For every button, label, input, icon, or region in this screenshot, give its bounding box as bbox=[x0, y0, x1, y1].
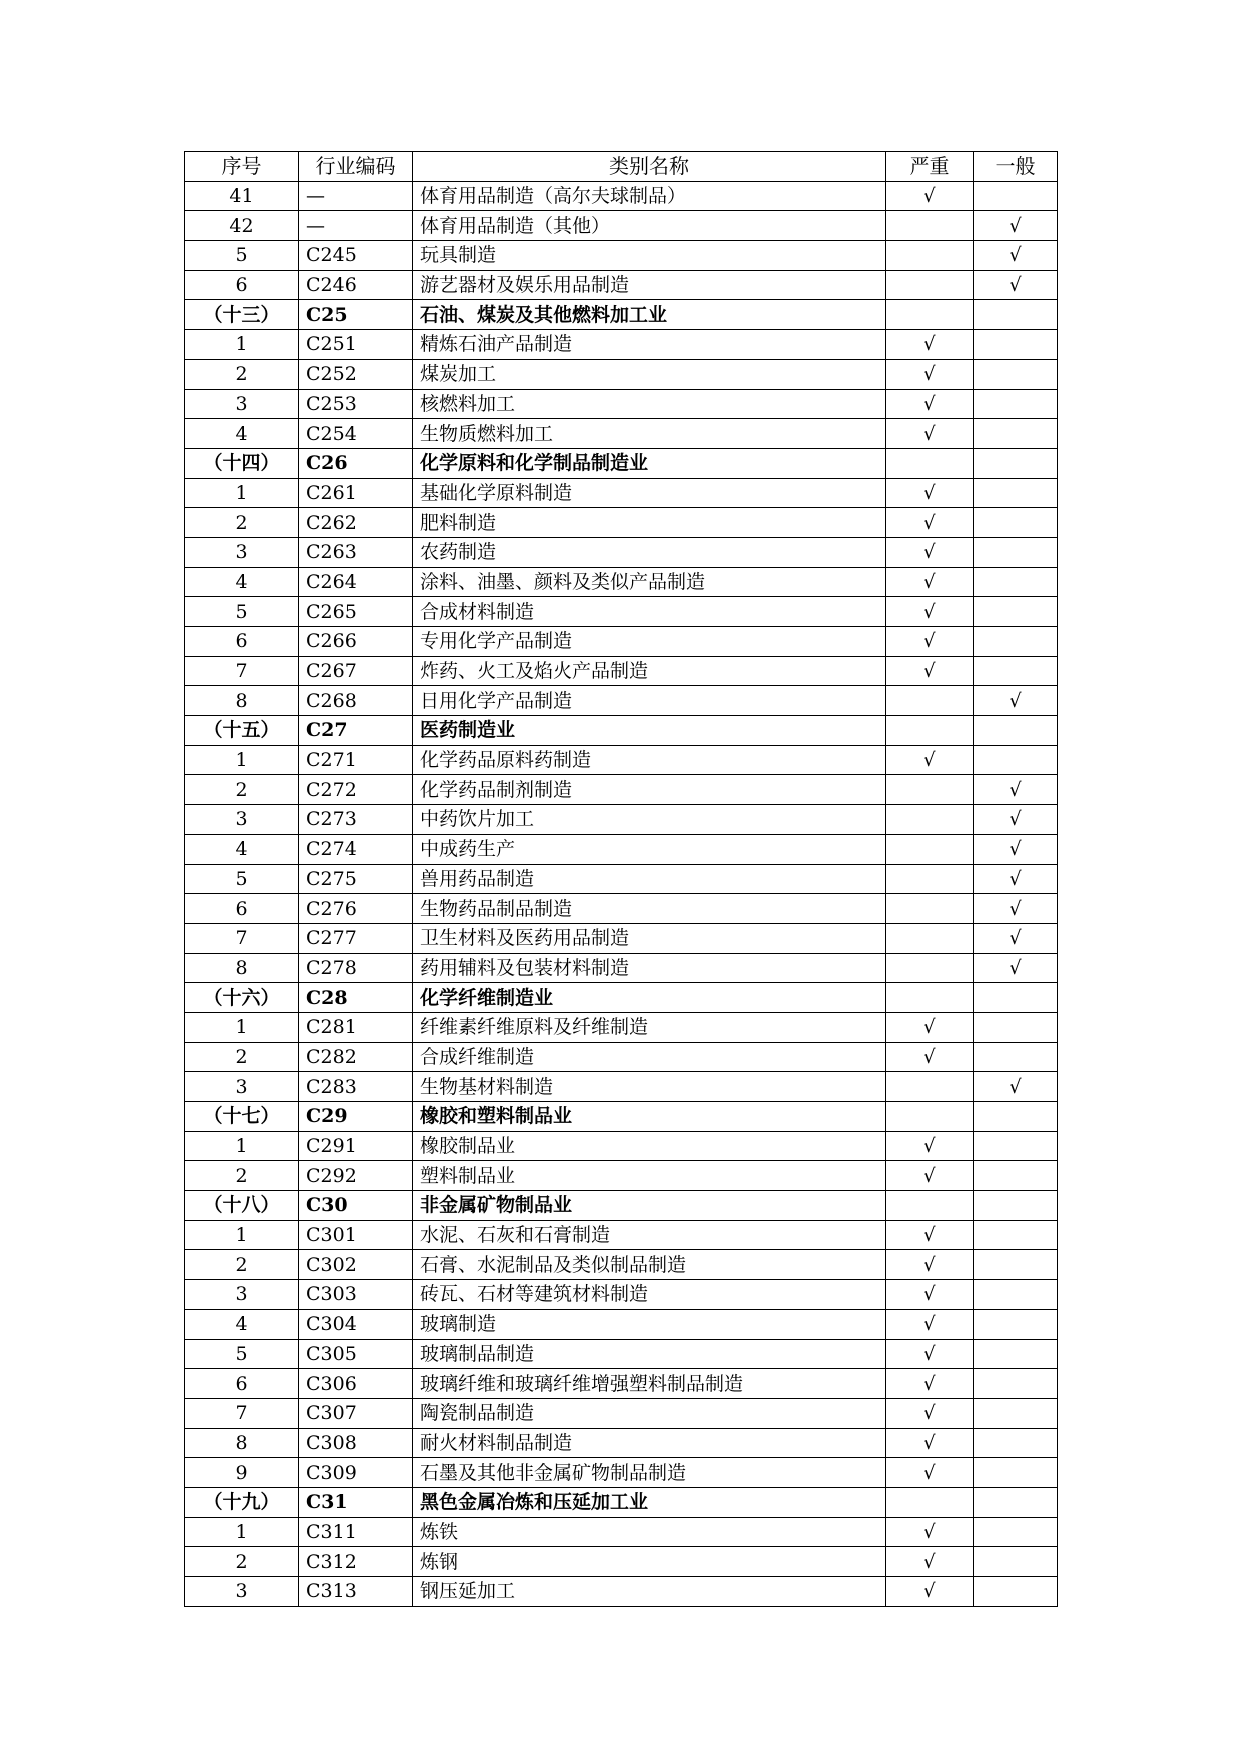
cell-general bbox=[974, 419, 1058, 449]
cell-code: C304 bbox=[299, 1309, 413, 1339]
table-row bbox=[185, 241, 1058, 271]
cell-severe: √ bbox=[886, 330, 974, 360]
cell-code: C292 bbox=[299, 1161, 413, 1191]
table-row bbox=[185, 1280, 1058, 1310]
cell-code: C274 bbox=[299, 834, 413, 864]
cell-code: C30 bbox=[299, 1191, 413, 1221]
cell-seq: （十五） bbox=[185, 716, 299, 746]
cell-seq: 3 bbox=[185, 537, 299, 567]
cell-general bbox=[974, 448, 1058, 478]
header-seq: 序号 bbox=[185, 152, 299, 182]
cell-name: 核燃料加工 bbox=[413, 389, 886, 419]
table-row bbox=[185, 537, 1058, 567]
cell-general bbox=[974, 1102, 1058, 1132]
cell-general bbox=[974, 389, 1058, 419]
section-row bbox=[185, 716, 1058, 746]
table-row bbox=[185, 1161, 1058, 1191]
cell-seq: 1 bbox=[185, 330, 299, 360]
cell-name: 化学药品原料药制造 bbox=[413, 745, 886, 775]
cell-general: √ bbox=[974, 211, 1058, 241]
cell-code: C277 bbox=[299, 923, 413, 953]
table-row bbox=[185, 1042, 1058, 1072]
table-row bbox=[185, 805, 1058, 835]
cell-severe: √ bbox=[886, 508, 974, 538]
cell-general bbox=[974, 567, 1058, 597]
cell-severe: √ bbox=[886, 1339, 974, 1369]
table-row bbox=[185, 1369, 1058, 1399]
cell-seq: 6 bbox=[185, 627, 299, 657]
cell-general bbox=[974, 1339, 1058, 1369]
table-row bbox=[185, 597, 1058, 627]
cell-code: C31 bbox=[299, 1487, 413, 1517]
cell-severe bbox=[886, 1487, 974, 1517]
cell-seq: 41 bbox=[185, 181, 299, 211]
cell-code: C291 bbox=[299, 1131, 413, 1161]
cell-code: C283 bbox=[299, 1072, 413, 1102]
section-row bbox=[185, 1191, 1058, 1221]
section-row bbox=[185, 983, 1058, 1013]
cell-name: 日用化学产品制造 bbox=[413, 686, 886, 716]
cell-general: √ bbox=[974, 775, 1058, 805]
cell-code: C273 bbox=[299, 805, 413, 835]
cell-severe: √ bbox=[886, 1547, 974, 1577]
cell-name: 橡胶和塑料制品业 bbox=[413, 1102, 886, 1132]
cell-severe bbox=[886, 270, 974, 300]
cell-code: C275 bbox=[299, 864, 413, 894]
cell-seq: 3 bbox=[185, 1280, 299, 1310]
table-row bbox=[185, 330, 1058, 360]
table-row bbox=[185, 1428, 1058, 1458]
cell-seq: 2 bbox=[185, 1547, 299, 1577]
cell-general: √ bbox=[974, 270, 1058, 300]
cell-code: C276 bbox=[299, 894, 413, 924]
industry-classification-table bbox=[184, 151, 1058, 1607]
cell-code: C305 bbox=[299, 1339, 413, 1369]
table-row bbox=[185, 953, 1058, 983]
cell-seq: 3 bbox=[185, 389, 299, 419]
cell-code: C261 bbox=[299, 478, 413, 508]
cell-seq: 3 bbox=[185, 1072, 299, 1102]
cell-severe bbox=[886, 716, 974, 746]
cell-severe: √ bbox=[886, 181, 974, 211]
cell-severe bbox=[886, 1102, 974, 1132]
cell-code: C28 bbox=[299, 983, 413, 1013]
header-name: 类别名称 bbox=[413, 152, 886, 182]
table-row bbox=[185, 923, 1058, 953]
cell-general: √ bbox=[974, 864, 1058, 894]
cell-severe: √ bbox=[886, 1577, 974, 1607]
cell-severe bbox=[886, 923, 974, 953]
cell-general bbox=[974, 1131, 1058, 1161]
cell-severe: √ bbox=[886, 1309, 974, 1339]
cell-severe: √ bbox=[886, 567, 974, 597]
cell-severe: √ bbox=[886, 419, 974, 449]
cell-severe: √ bbox=[886, 656, 974, 686]
cell-seq: （十四） bbox=[185, 448, 299, 478]
table-row bbox=[185, 567, 1058, 597]
cell-name: 生物质燃料加工 bbox=[413, 419, 886, 449]
table-row bbox=[185, 508, 1058, 538]
table-row bbox=[185, 1220, 1058, 1250]
table-row bbox=[185, 478, 1058, 508]
cell-severe: √ bbox=[886, 1369, 974, 1399]
cell-general bbox=[974, 1458, 1058, 1488]
cell-code: C251 bbox=[299, 330, 413, 360]
cell-severe: √ bbox=[886, 627, 974, 657]
cell-name: 肥料制造 bbox=[413, 508, 886, 538]
cell-name: 兽用药品制造 bbox=[413, 864, 886, 894]
cell-name: 基础化学原料制造 bbox=[413, 478, 886, 508]
table-row bbox=[185, 1339, 1058, 1369]
section-row bbox=[185, 300, 1058, 330]
table-row bbox=[185, 359, 1058, 389]
cell-severe: √ bbox=[886, 1012, 974, 1042]
cell-seq: 8 bbox=[185, 1428, 299, 1458]
cell-name: 水泥、石灰和石膏制造 bbox=[413, 1220, 886, 1250]
cell-code: — bbox=[299, 211, 413, 241]
cell-severe bbox=[886, 1072, 974, 1102]
cell-seq: 6 bbox=[185, 1369, 299, 1399]
cell-code: C278 bbox=[299, 953, 413, 983]
cell-seq: 4 bbox=[185, 419, 299, 449]
cell-general bbox=[974, 181, 1058, 211]
cell-seq: 4 bbox=[185, 1309, 299, 1339]
cell-name: 石膏、水泥制品及类似制品制造 bbox=[413, 1250, 886, 1280]
cell-code: C309 bbox=[299, 1458, 413, 1488]
cell-seq: 2 bbox=[185, 508, 299, 538]
cell-code: C303 bbox=[299, 1280, 413, 1310]
cell-general: √ bbox=[974, 686, 1058, 716]
cell-seq: 8 bbox=[185, 686, 299, 716]
cell-general bbox=[974, 1220, 1058, 1250]
cell-name: 化学药品制剂制造 bbox=[413, 775, 886, 805]
cell-seq: 1 bbox=[185, 1131, 299, 1161]
table-row bbox=[185, 864, 1058, 894]
cell-severe bbox=[886, 448, 974, 478]
cell-severe: √ bbox=[886, 1250, 974, 1280]
cell-code: C301 bbox=[299, 1220, 413, 1250]
cell-code: C245 bbox=[299, 241, 413, 271]
cell-code: C246 bbox=[299, 270, 413, 300]
cell-severe bbox=[886, 894, 974, 924]
cell-severe: √ bbox=[886, 1131, 974, 1161]
cell-code: C308 bbox=[299, 1428, 413, 1458]
cell-general bbox=[974, 1369, 1058, 1399]
cell-seq: 1 bbox=[185, 745, 299, 775]
cell-name: 中成药生产 bbox=[413, 834, 886, 864]
cell-name: 塑料制品业 bbox=[413, 1161, 886, 1191]
cell-severe bbox=[886, 805, 974, 835]
cell-seq: 42 bbox=[185, 211, 299, 241]
cell-name: 煤炭加工 bbox=[413, 359, 886, 389]
cell-seq: 1 bbox=[185, 1220, 299, 1250]
cell-code: C266 bbox=[299, 627, 413, 657]
cell-general bbox=[974, 508, 1058, 538]
cell-seq: （十三） bbox=[185, 300, 299, 330]
cell-seq: 7 bbox=[185, 1398, 299, 1428]
table-row bbox=[185, 627, 1058, 657]
cell-severe bbox=[886, 1191, 974, 1221]
cell-general bbox=[974, 716, 1058, 746]
cell-seq: （十七） bbox=[185, 1102, 299, 1132]
cell-severe: √ bbox=[886, 1458, 974, 1488]
cell-general: √ bbox=[974, 1072, 1058, 1102]
cell-severe: √ bbox=[886, 745, 974, 775]
cell-seq: 1 bbox=[185, 1012, 299, 1042]
table-row bbox=[185, 775, 1058, 805]
cell-name: 钢压延加工 bbox=[413, 1577, 886, 1607]
cell-general bbox=[974, 1161, 1058, 1191]
cell-severe: √ bbox=[886, 1161, 974, 1191]
cell-code: C313 bbox=[299, 1577, 413, 1607]
cell-code: C271 bbox=[299, 745, 413, 775]
cell-name: 合成材料制造 bbox=[413, 597, 886, 627]
cell-severe: √ bbox=[886, 1428, 974, 1458]
table-row bbox=[185, 745, 1058, 775]
cell-code: C25 bbox=[299, 300, 413, 330]
cell-code: C263 bbox=[299, 537, 413, 567]
cell-general bbox=[974, 745, 1058, 775]
cell-code: — bbox=[299, 181, 413, 211]
cell-name: 非金属矿物制品业 bbox=[413, 1191, 886, 1221]
cell-general bbox=[974, 1250, 1058, 1280]
cell-code: C26 bbox=[299, 448, 413, 478]
cell-seq: 6 bbox=[185, 270, 299, 300]
cell-seq: 2 bbox=[185, 1250, 299, 1280]
cell-code: C27 bbox=[299, 716, 413, 746]
cell-name: 玻璃制造 bbox=[413, 1309, 886, 1339]
cell-general bbox=[974, 1517, 1058, 1547]
cell-seq: （十八） bbox=[185, 1191, 299, 1221]
cell-seq: 7 bbox=[185, 656, 299, 686]
header-code: 行业编码 bbox=[299, 152, 413, 182]
table-header-row bbox=[185, 152, 1058, 182]
cell-general bbox=[974, 1012, 1058, 1042]
cell-seq: 2 bbox=[185, 775, 299, 805]
cell-name: 医药制造业 bbox=[413, 716, 886, 746]
cell-general bbox=[974, 1428, 1058, 1458]
cell-general: √ bbox=[974, 923, 1058, 953]
section-row bbox=[185, 1102, 1058, 1132]
cell-code: C311 bbox=[299, 1517, 413, 1547]
cell-general bbox=[974, 300, 1058, 330]
cell-name: 橡胶制品业 bbox=[413, 1131, 886, 1161]
cell-code: C29 bbox=[299, 1102, 413, 1132]
cell-name: 合成纤维制造 bbox=[413, 1042, 886, 1072]
cell-name: 耐火材料制品制造 bbox=[413, 1428, 886, 1458]
cell-seq: 2 bbox=[185, 1042, 299, 1072]
cell-name: 石墨及其他非金属矿物制品制造 bbox=[413, 1458, 886, 1488]
cell-code: C262 bbox=[299, 508, 413, 538]
cell-name: 化学纤维制造业 bbox=[413, 983, 886, 1013]
table-row bbox=[185, 389, 1058, 419]
cell-name: 游艺器材及娱乐用品制造 bbox=[413, 270, 886, 300]
cell-general bbox=[974, 537, 1058, 567]
cell-seq: 4 bbox=[185, 834, 299, 864]
cell-general bbox=[974, 1042, 1058, 1072]
table-row bbox=[185, 270, 1058, 300]
cell-seq: 3 bbox=[185, 805, 299, 835]
table-row bbox=[185, 1072, 1058, 1102]
table-row bbox=[185, 834, 1058, 864]
table-row bbox=[185, 1012, 1058, 1042]
cell-severe: √ bbox=[886, 597, 974, 627]
cell-severe bbox=[886, 300, 974, 330]
cell-name: 专用化学产品制造 bbox=[413, 627, 886, 657]
cell-seq: 1 bbox=[185, 478, 299, 508]
cell-seq: 5 bbox=[185, 241, 299, 271]
cell-seq: 5 bbox=[185, 864, 299, 894]
cell-seq: （十六） bbox=[185, 983, 299, 1013]
cell-name: 生物药品制品制造 bbox=[413, 894, 886, 924]
cell-severe: √ bbox=[886, 1280, 974, 1310]
cell-general: √ bbox=[974, 953, 1058, 983]
cell-name: 药用辅料及包装材料制造 bbox=[413, 953, 886, 983]
cell-code: C307 bbox=[299, 1398, 413, 1428]
cell-severe: √ bbox=[886, 1220, 974, 1250]
cell-general: √ bbox=[974, 805, 1058, 835]
header-general: 一般 bbox=[974, 152, 1058, 182]
cell-name: 黑色金属冶炼和压延加工业 bbox=[413, 1487, 886, 1517]
cell-seq: 9 bbox=[185, 1458, 299, 1488]
table-row bbox=[185, 1458, 1058, 1488]
table-row bbox=[185, 1309, 1058, 1339]
cell-severe: √ bbox=[886, 1398, 974, 1428]
cell-severe bbox=[886, 775, 974, 805]
cell-seq: 3 bbox=[185, 1577, 299, 1607]
cell-name: 化学原料和化学制品制造业 bbox=[413, 448, 886, 478]
cell-code: C306 bbox=[299, 1369, 413, 1399]
table-body bbox=[185, 152, 1058, 1607]
cell-general bbox=[974, 656, 1058, 686]
cell-seq: 2 bbox=[185, 359, 299, 389]
table-row bbox=[185, 1250, 1058, 1280]
section-row bbox=[185, 448, 1058, 478]
cell-code: C264 bbox=[299, 567, 413, 597]
cell-code: C254 bbox=[299, 419, 413, 449]
cell-name: 炼铁 bbox=[413, 1517, 886, 1547]
header-severe: 严重 bbox=[886, 152, 974, 182]
cell-seq: 4 bbox=[185, 567, 299, 597]
cell-name: 玻璃纤维和玻璃纤维增强塑料制品制造 bbox=[413, 1369, 886, 1399]
cell-code: C267 bbox=[299, 656, 413, 686]
table-row bbox=[185, 1517, 1058, 1547]
cell-severe: √ bbox=[886, 359, 974, 389]
cell-general: √ bbox=[974, 834, 1058, 864]
cell-code: C282 bbox=[299, 1042, 413, 1072]
cell-general bbox=[974, 330, 1058, 360]
cell-code: C302 bbox=[299, 1250, 413, 1280]
cell-code: C312 bbox=[299, 1547, 413, 1577]
cell-code: C281 bbox=[299, 1012, 413, 1042]
cell-severe: √ bbox=[886, 1517, 974, 1547]
cell-seq: 5 bbox=[185, 597, 299, 627]
cell-general bbox=[974, 1487, 1058, 1517]
cell-severe bbox=[886, 953, 974, 983]
cell-name: 涂料、油墨、颜料及类似产品制造 bbox=[413, 567, 886, 597]
cell-general: √ bbox=[974, 241, 1058, 271]
table-row bbox=[185, 1577, 1058, 1607]
cell-seq: 2 bbox=[185, 1161, 299, 1191]
cell-general bbox=[974, 478, 1058, 508]
cell-general bbox=[974, 597, 1058, 627]
table-row bbox=[185, 686, 1058, 716]
table-row bbox=[185, 894, 1058, 924]
cell-name: 纤维素纤维原料及纤维制造 bbox=[413, 1012, 886, 1042]
cell-code: C252 bbox=[299, 359, 413, 389]
cell-name: 炼钢 bbox=[413, 1547, 886, 1577]
cell-general bbox=[974, 359, 1058, 389]
cell-name: 卫生材料及医药用品制造 bbox=[413, 923, 886, 953]
cell-seq: （十九） bbox=[185, 1487, 299, 1517]
cell-code: C265 bbox=[299, 597, 413, 627]
cell-general bbox=[974, 1280, 1058, 1310]
cell-seq: 6 bbox=[185, 894, 299, 924]
cell-seq: 1 bbox=[185, 1517, 299, 1547]
cell-severe: √ bbox=[886, 1042, 974, 1072]
cell-severe bbox=[886, 834, 974, 864]
cell-name: 砖瓦、石材等建筑材料制造 bbox=[413, 1280, 886, 1310]
cell-general bbox=[974, 1398, 1058, 1428]
table-row bbox=[185, 656, 1058, 686]
table-row bbox=[185, 1398, 1058, 1428]
cell-name: 体育用品制造（其他） bbox=[413, 211, 886, 241]
cell-name: 石油、煤炭及其他燃料加工业 bbox=[413, 300, 886, 330]
table-row bbox=[185, 181, 1058, 211]
table-row bbox=[185, 211, 1058, 241]
cell-code: C253 bbox=[299, 389, 413, 419]
cell-name: 农药制造 bbox=[413, 537, 886, 567]
cell-general bbox=[974, 1577, 1058, 1607]
cell-general: √ bbox=[974, 894, 1058, 924]
section-row bbox=[185, 1487, 1058, 1517]
cell-name: 体育用品制造（高尔夫球制品） bbox=[413, 181, 886, 211]
cell-name: 陶瓷制品制造 bbox=[413, 1398, 886, 1428]
cell-seq: 5 bbox=[185, 1339, 299, 1369]
cell-general bbox=[974, 1309, 1058, 1339]
cell-general bbox=[974, 1547, 1058, 1577]
cell-name: 精炼石油产品制造 bbox=[413, 330, 886, 360]
cell-name: 生物基材料制造 bbox=[413, 1072, 886, 1102]
cell-severe bbox=[886, 211, 974, 241]
cell-severe bbox=[886, 686, 974, 716]
cell-severe bbox=[886, 241, 974, 271]
cell-name: 玻璃制品制造 bbox=[413, 1339, 886, 1369]
cell-seq: 8 bbox=[185, 953, 299, 983]
cell-general bbox=[974, 983, 1058, 1013]
cell-severe bbox=[886, 864, 974, 894]
table-row bbox=[185, 1131, 1058, 1161]
cell-name: 中药饮片加工 bbox=[413, 805, 886, 835]
cell-severe: √ bbox=[886, 478, 974, 508]
cell-code: C268 bbox=[299, 686, 413, 716]
cell-severe bbox=[886, 983, 974, 1013]
cell-severe: √ bbox=[886, 537, 974, 567]
cell-severe: √ bbox=[886, 389, 974, 419]
cell-general bbox=[974, 627, 1058, 657]
table-row bbox=[185, 419, 1058, 449]
cell-code: C272 bbox=[299, 775, 413, 805]
table-row bbox=[185, 1547, 1058, 1577]
cell-general bbox=[974, 1191, 1058, 1221]
cell-name: 玩具制造 bbox=[413, 241, 886, 271]
cell-seq: 7 bbox=[185, 923, 299, 953]
cell-name: 炸药、火工及焰火产品制造 bbox=[413, 656, 886, 686]
